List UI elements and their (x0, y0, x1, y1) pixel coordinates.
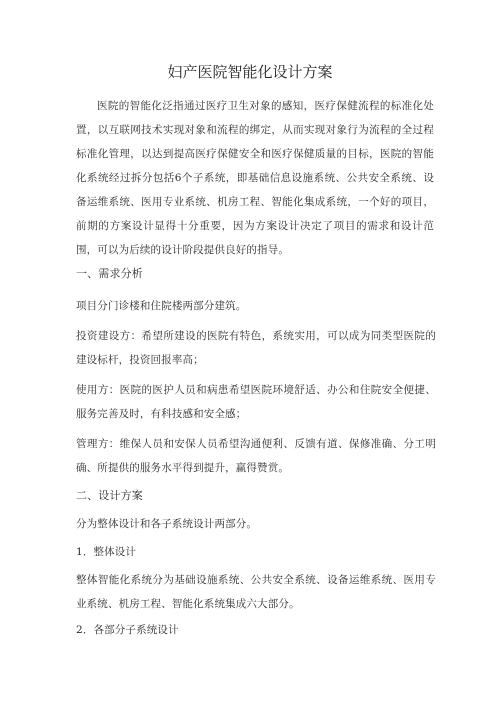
intro-paragraph: 医院的智能化泛指通过医疗卫生对象的感知，医疗保健流程的标准化处置，以互联网技术实现对象和流程的绑定，从而实现对象行为流程的全过程标准化管理，以达到提高医疗保健安全和医疗保健质量的目标，医院的智能化系统经过拆分包括6个子系统，即基础信息设施系统、公共安全系统、设备运维系统、医用专业系统、机房工程、智能化集成系统，一个好的项目，前期的方案设计显得十分重要，因为方案设计决定了项目的需求和设计范围，可以为后续的设计阶段提供良好的指导。 (76, 100, 434, 256)
subsection-heading-overall: 1．整体设计 (76, 546, 137, 558)
subsection-heading-subsystems: 2．各部分子系统设计 (76, 624, 179, 636)
document-title: 妇产医院智能化设计方案 (167, 63, 333, 81)
section-heading-design: 二、设计方案 (76, 489, 143, 502)
requirements-paragraph-buildings: 项目分门诊楼和住院楼两部分建筑。 (76, 300, 247, 312)
section-heading-requirements: 一、需求分析 (76, 267, 143, 280)
overall-design-paragraph: 整体智能化系统分为基础设施系统、公共安全系统、设备运维系统、医用专业系统、机房工程、智能化系统集成六大部分。 (76, 574, 436, 610)
design-paragraph-overview: 分为整体设计和各子系统设计两部分。 (76, 518, 258, 530)
requirements-paragraph-investor: 投资建设方：希望所建设的医院有特色，系统实用，可以成为同类型医院的建设标杆，投资回报率高； (76, 330, 436, 366)
requirements-paragraph-manager: 管理方：维保人员和安保人员希望沟通便利、反馈有道、保修准确、分工明确、所提供的服务水平得到提升，赢得赞赏。 (76, 438, 436, 474)
requirements-paragraph-user: 使用方：医院的医护人员和病患希望医院环境舒适、办公和住院安全便捷、服务完善及时，有科技感和安全感； (76, 384, 436, 420)
